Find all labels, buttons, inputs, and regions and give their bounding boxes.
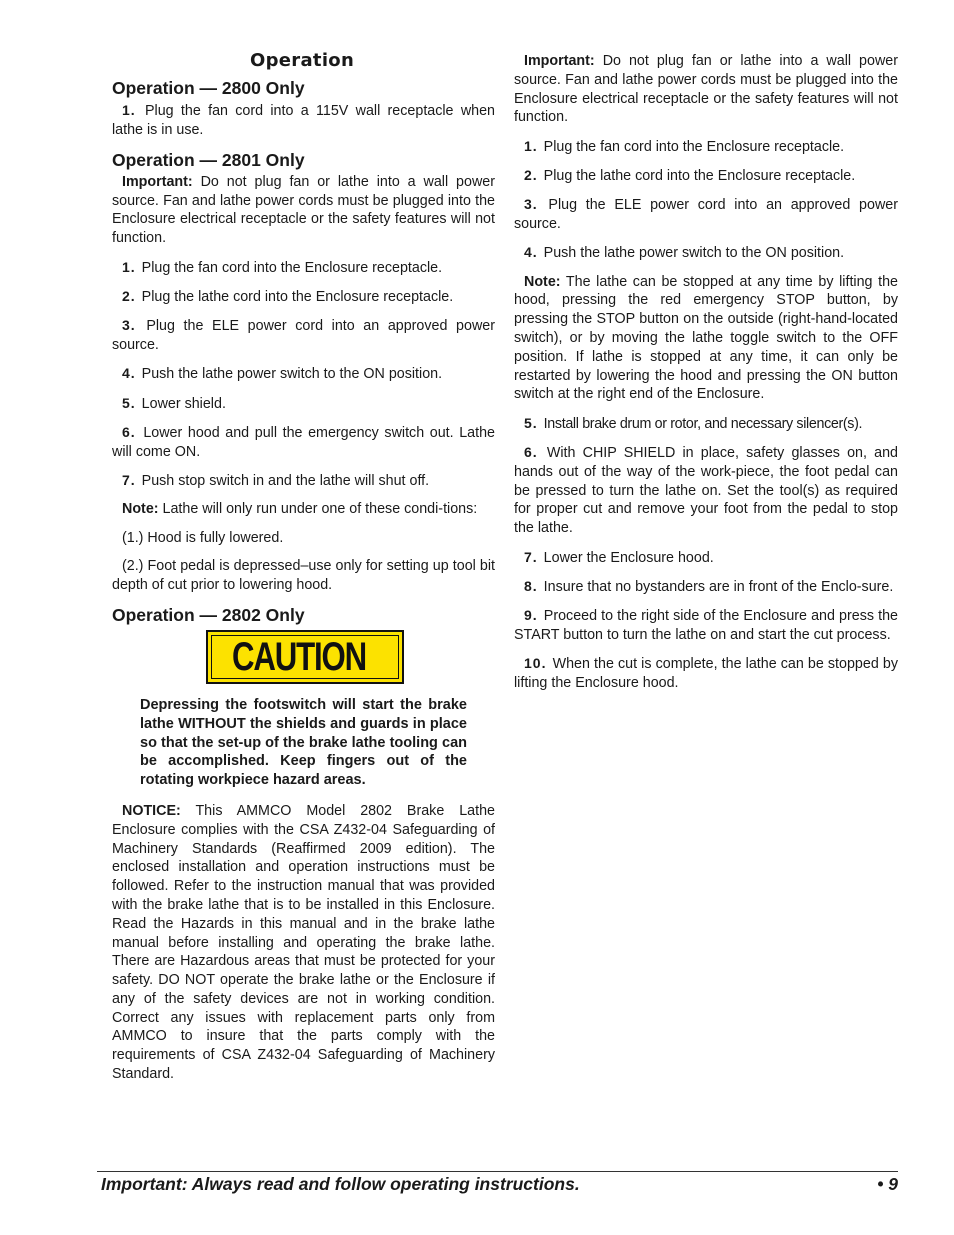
note-right bbox=[514, 273, 898, 405]
step-number: 6. bbox=[122, 423, 136, 440]
step-right-9 bbox=[514, 606, 898, 645]
step-number: 4. bbox=[524, 244, 538, 261]
step-number: 3. bbox=[524, 196, 538, 213]
page-number: • 9 bbox=[877, 1174, 898, 1194]
step-number: 4. bbox=[122, 365, 136, 382]
step-text: Plug the lathe cord into the Enclosure receptacle. bbox=[141, 288, 454, 305]
step-right-1 bbox=[514, 137, 898, 157]
step-text: Lower shield. bbox=[141, 395, 226, 412]
note-text: Lathe will only run under one of these condi-tions: bbox=[162, 501, 478, 518]
step-2800-1 bbox=[112, 101, 495, 140]
step-right-5 bbox=[514, 414, 898, 434]
step-2801-5 bbox=[112, 394, 495, 414]
condition-2: (2.) Foot pedal is depressed–use only for setting up tool bit depth of cut prior to lowering hood. bbox=[112, 557, 495, 593]
step-text: Lower the Enclosure hood. bbox=[543, 549, 714, 566]
notice-text: This AMMCO Model 2802 Brake Lathe Enclosure complies with the CSA Z432-04 Safeguarding of Machinery Standards (Reaffirmed 2009 edition). The enclosed installation and operation instructions must be followed. Refer to the instruction manual that was provided with the brake lathe that is to be installed in this Enclosure. Read the Hazards in this manual and in the brake lathe manual before installing and operating the brake lathe. There are Hazardous areas that must be protected for your safety. DO NOT operate the brake lathe or the Enclosure if any of the safety devices are not in working condition. Correct any issues with replacement parts only from AMMCO to insure that the parts comply with the requirements of CSA Z432-04 Safeguarding of Machinery Standard. bbox=[112, 802, 495, 1083]
step-text: Push stop switch in and the lathe will shut off. bbox=[141, 472, 430, 489]
step-number: 5. bbox=[122, 394, 136, 411]
step-number: 1. bbox=[524, 137, 538, 154]
notice-label: NOTICE: bbox=[122, 802, 181, 819]
step-text: Plug the fan cord into the Enclosure receptacle. bbox=[543, 138, 845, 155]
note-2801 bbox=[112, 500, 495, 519]
step-text: Plug the lathe cord into the Enclosure receptacle. bbox=[543, 167, 856, 184]
step-right-4 bbox=[514, 243, 898, 263]
step-right-8 bbox=[514, 577, 898, 597]
step-2801-1 bbox=[112, 258, 495, 278]
step-right-6 bbox=[514, 443, 898, 538]
step-text: Lower hood and pull the emergency switch out. Lathe will come ON. bbox=[112, 424, 495, 460]
step-text: Plug the fan cord into a 115V wall receptacle when lathe is in use. bbox=[112, 102, 495, 138]
important-right bbox=[514, 52, 898, 127]
important-text: Do not plug fan or lathe into a wall power source. Fan and lathe power cords must be plugged into the Enclosure electrical receptacle or the safety features will not function. bbox=[112, 173, 495, 247]
step-text: Plug the fan cord into the Enclosure receptacle. bbox=[141, 259, 443, 276]
left-column bbox=[112, 52, 495, 1093]
step-text: Plug the ELE power cord into an approved power source. bbox=[514, 197, 898, 233]
heading-2801: Operation — 2801 Only bbox=[112, 149, 305, 170]
caution-label: CAUTION bbox=[232, 634, 366, 679]
step-text: Push the lathe power switch to the ON position. bbox=[141, 366, 443, 383]
step-2801-7 bbox=[112, 471, 495, 491]
step-2801-4 bbox=[112, 364, 495, 384]
condition-1: (1.) Hood is fully lowered. bbox=[122, 529, 284, 546]
step-text: Push the lathe power switch to the ON position. bbox=[543, 245, 845, 262]
note-text: The lathe can be stopped at any time by lifting the hood, pressing the red emergency STOP button, by pressing the STOP button on the outside (right-hand-located switch), or by moving the lathe toggle switch to the OFF position. If lathe is stopped at any time, it can only be restarted by lowering the hood and pressing the ON button switch at the right end of the Enclosure. bbox=[514, 273, 898, 403]
step-2801-6 bbox=[112, 423, 495, 462]
step-right-2 bbox=[514, 166, 898, 186]
step-number: 7. bbox=[524, 548, 538, 565]
step-text: Plug the ELE power cord into an approved power source. bbox=[112, 318, 495, 353]
step-text: Insure that no bystanders are in front of the Enclo-sure. bbox=[543, 578, 894, 595]
step-text: With CHIP SHIELD in place, safety glasses on, and hands out of the way of the work-piece, the foot pedal can be pressed to turn the lathe on. Set the tool(s) as required for proper cut and remove your foot from the pedal to stop the lathe. bbox=[514, 445, 898, 537]
important-label: Important: bbox=[524, 53, 595, 69]
step-number: 5. bbox=[524, 414, 538, 431]
step-number: 7. bbox=[122, 471, 136, 488]
step-number: 6. bbox=[524, 444, 538, 461]
step-text: When the cut is complete, the lathe can be stopped by lifting the Enclosure hood. bbox=[514, 656, 898, 692]
step-number: 1. bbox=[122, 101, 136, 118]
heading-2802: Operation — 2802 Only bbox=[112, 604, 305, 625]
step-text: Proceed to the right side of the Enclosure and press the START button to turn the lathe on and start the cut process. bbox=[514, 608, 898, 643]
heading-2800: Operation — 2800 Only bbox=[112, 77, 305, 98]
step-number: 10. bbox=[524, 655, 547, 672]
note-label: Note: bbox=[122, 501, 159, 518]
notice-2802 bbox=[112, 802, 495, 1084]
step-number: 8. bbox=[524, 577, 538, 594]
step-number: 9. bbox=[524, 607, 538, 624]
step-2801-2 bbox=[112, 287, 495, 307]
note-label: Note: bbox=[524, 273, 561, 290]
caution-text: Depressing the footswitch will start the brake lathe WITHOUT the shields and guards in place so that the set-up of the brake lathe tooling can be accomplished. Keep fingers out of the rotating workpiece hazard areas. bbox=[140, 696, 467, 789]
important-label: Important: bbox=[122, 173, 193, 190]
page-footer bbox=[101, 1173, 898, 1195]
step-right-7 bbox=[514, 548, 898, 568]
step-right-10 bbox=[514, 654, 898, 693]
right-column bbox=[514, 52, 898, 702]
caution-sign bbox=[206, 630, 404, 684]
step-number: 2. bbox=[524, 166, 538, 183]
step-number: 3. bbox=[122, 317, 136, 334]
important-text: Do not plug fan or lathe into a wall power source. Fan and lathe power cords must be plugged into the Enclosure electrical receptacle or the safety features will not function. bbox=[514, 53, 898, 126]
footer-divider bbox=[97, 1171, 898, 1172]
step-number: 1. bbox=[122, 258, 136, 275]
footer-text: Important: Always read and follow operating instructions. bbox=[101, 1174, 580, 1194]
step-number: 2. bbox=[122, 287, 136, 304]
page-title: Operation bbox=[250, 50, 355, 71]
step-2801-3 bbox=[112, 316, 495, 355]
step-text: Install brake drum or rotor, and necessary silencer(s). bbox=[543, 415, 863, 432]
important-2801 bbox=[112, 173, 495, 248]
step-right-3 bbox=[514, 195, 898, 234]
